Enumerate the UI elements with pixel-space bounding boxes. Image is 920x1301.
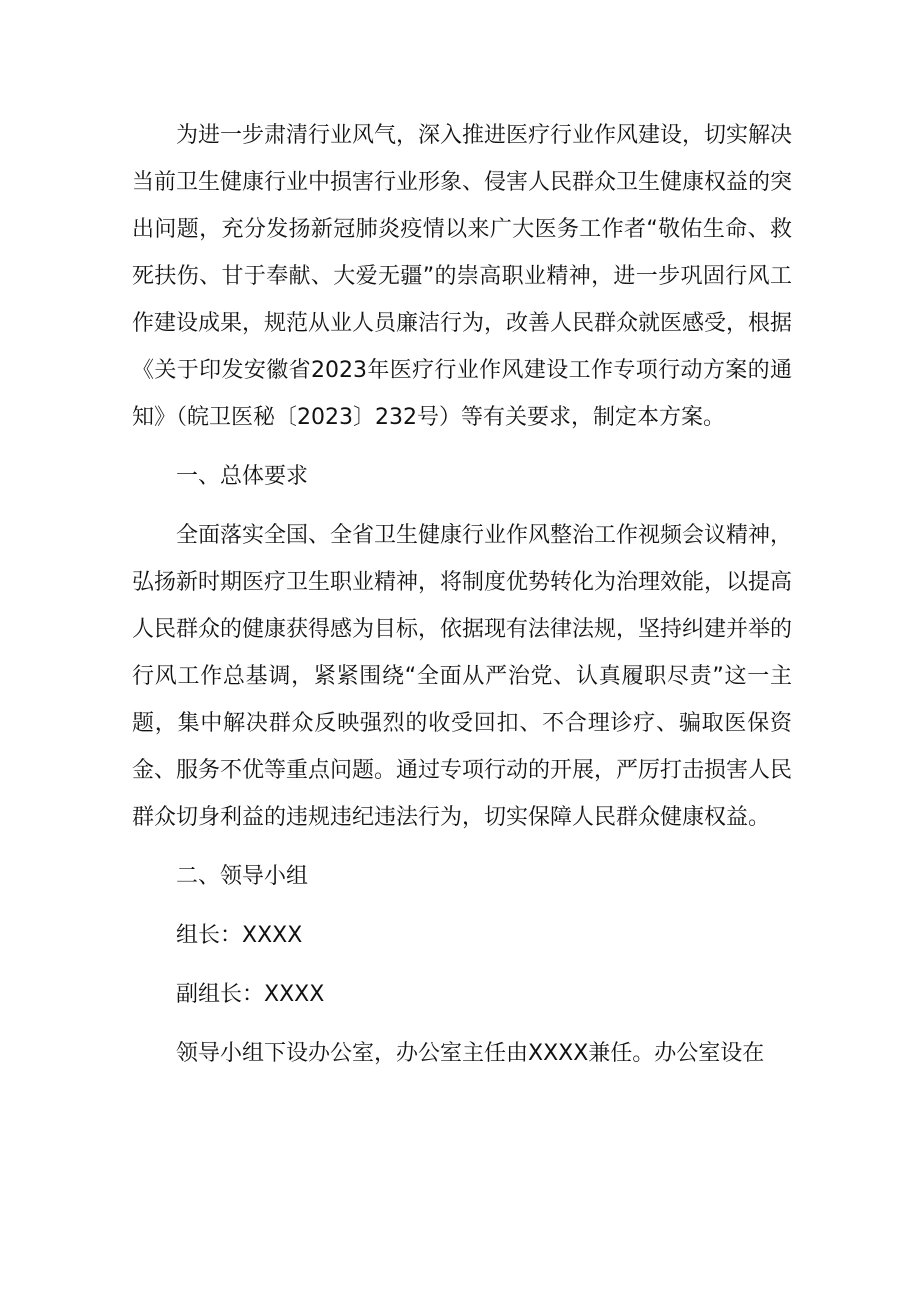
office-paragraph: 领导小组下设办公室，办公室主任由XXXX兼任。办公室设在	[176, 1041, 765, 1066]
deputy-group-leader-line: 副组长：XXXX	[176, 982, 325, 1007]
group-leader-line: 组长：XXXX	[176, 923, 303, 948]
section-heading-leadership-group: 二、领导小组	[176, 864, 309, 889]
intro-paragraph: 为进一步肃清行业风气，深入推进医疗行业作风建设，切实解决当前卫生健康行业中损害行业形象、侵害人民群众卫生健康权益的突出问题，充分发扬新冠肺炎疫情以来广大医务工作者“敬佑生命、救死扶伤、甘于奉献、大爱无疆”的崇高职业精神，进一步巩固行风工作建设成果，规范从业人员廉洁行为，改善人民群众就医感受，根据《关于印发安徽省2023年医疗行业作风建设工作专项行动方案的通知》（皖卫医秘〔2023〕232号）等有关要求，制定本方案。	[132, 123, 793, 430]
section-heading-general-requirements: 一、总体要求	[176, 464, 309, 489]
general-requirements-paragraph: 全面落实全国、全省卫生健康行业作风整治工作视频会议精神，弘扬新时期医疗卫生职业精神，将制度优势转化为治理效能，以提高人民群众的健康获得感为目标，依据现有法律法规，坚持纠建并举的行风工作总基调，紧紧围绕“全面从严治党、认真履职尽责”这一主题，集中解决群众反映强烈的收受回扣、不合理诊疗、骗取医保资金、服务不优等重点问题。通过专项行动的开展，严厉打击损害人民群众切身利益的违规违纪违法行为，切实保障人民群众健康权益。	[132, 523, 793, 830]
document-body	[132, 112, 792, 1077]
